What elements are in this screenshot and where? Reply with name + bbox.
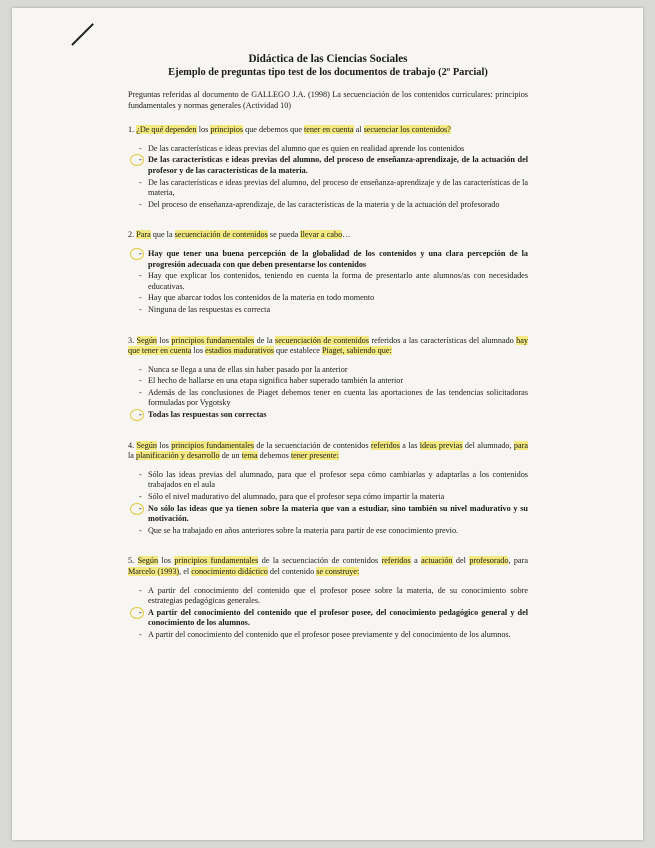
correct-answer-circle-mark	[130, 154, 144, 166]
answer-text: Además de las conclusiones de Piaget debemos tener en cuenta las aportaciones de las tendencias solicitadoras formuladas por Vygotsky	[148, 387, 528, 408]
answer-option	[138, 305, 528, 316]
question-text: al	[353, 125, 364, 135]
question-2	[128, 230, 528, 241]
document-subtitle: Ejemplo de preguntas tipo test de los documentos de trabajo (2º Parcial)	[168, 67, 488, 78]
highlighted-text: secuenciación de contenidos	[174, 230, 268, 240]
question-text: que debemos que	[243, 125, 304, 135]
answer-text: Que se ha trabajado en años anteriores sobre la materia para partir de ese conocimiento previo.	[148, 525, 459, 535]
answer-text: De las características e ideas previas del alumno, del proceso de enseñanza-aprendizaje y de las características de la materia,	[148, 177, 528, 198]
answer-option	[138, 293, 528, 304]
answer-option-correct	[138, 410, 528, 421]
answer-options	[138, 365, 528, 421]
question-number: 3.	[128, 335, 137, 345]
question-text: de la secuenciación de contenidos	[258, 556, 382, 566]
question-list	[128, 125, 528, 640]
question-text: de la secuenciación de contenidos	[254, 440, 371, 450]
highlighted-text: llevar a cabo	[300, 230, 343, 240]
answer-option	[138, 144, 528, 155]
question-text: , para	[508, 556, 528, 566]
answer-option	[138, 365, 528, 376]
highlighted-text: principios fundamentales	[171, 440, 255, 450]
answer-text: Ninguna de las respuestas es correcta	[148, 304, 271, 314]
highlighted-text: principios fundamentales	[171, 335, 255, 345]
question-text: de la	[254, 335, 276, 345]
answer-text: Sólo el nivel madurativo del alumnado, para que el profesor sepa cómo impartir la materia	[148, 492, 445, 502]
answer-option	[138, 271, 528, 292]
answer-text: Hay que tener una buena percepción de la globalidad de los contenidos y una clara percepción de la progresión adecuada con que deben presentarse los contenidos	[148, 248, 528, 269]
answer-option	[138, 376, 528, 387]
highlighted-text: secuenciar los contenidos?	[363, 125, 451, 135]
highlighted-text: ¿De qué dependen	[136, 125, 197, 135]
question-text: los	[191, 346, 206, 356]
answer-text: A partir del conocimiento del contenido que el profesor posee sobre la materia, de su conocimiento sobre estrategias pedagógicas generales.	[148, 585, 528, 606]
question-text: la	[128, 451, 136, 461]
answer-option-correct	[138, 249, 528, 270]
highlighted-text: principios	[210, 125, 244, 135]
question-number: 5.	[128, 556, 138, 566]
answer-text: A partir del conocimiento del contenido que el profesor posee, del conocimiento pedagógico general y del conocimiento de los alumnos.	[148, 607, 528, 628]
highlighted-text: secuenciación de contenidos	[275, 335, 369, 345]
highlighted-text: tener en cuenta	[304, 125, 354, 135]
answer-text: Hay que abarcar todos los contenidos de la materia en todo momento	[148, 293, 375, 303]
question-text: que la	[150, 230, 175, 240]
answer-text: De las características e ideas previas del alumno que es quien en realidad aprende los contenidos	[148, 143, 465, 153]
answer-option-correct	[138, 504, 528, 525]
answer-text: A partir del conocimiento del contenido que el profesor posee previamente y del conocimiento de los alumnos.	[148, 629, 511, 639]
answer-text: El hecho de hallarse en una etapa significa haber superado también la anterior	[148, 376, 404, 386]
highlighted-text: actuación	[421, 556, 453, 566]
highlighted-text: Según	[136, 335, 157, 345]
answer-option	[138, 586, 528, 607]
question-5	[128, 556, 528, 577]
highlighted-text: tema	[241, 451, 258, 461]
document-page	[12, 8, 643, 840]
highlighted-text: conocimiento didáctico	[191, 567, 268, 576]
question-text: los	[157, 335, 172, 345]
question-text: , el	[179, 567, 192, 576]
answer-options	[138, 249, 528, 316]
highlighted-text: Según	[136, 440, 157, 450]
question-number: 2.	[128, 230, 137, 240]
answer-text: Hay que explicar los contenidos, teniendo en cuenta la forma de presentarlo ante alumnos/as con necesidades educativas.	[148, 271, 528, 291]
question-text: del alumnado,	[462, 440, 514, 450]
highlighted-text: planificación y desarrollo	[135, 451, 220, 461]
document-title: Didáctica de las Ciencias Sociales	[248, 53, 408, 65]
question-text: los	[156, 440, 172, 450]
question-text: a las	[399, 440, 420, 450]
question-text: a	[410, 556, 422, 566]
highlighted-text: tener presente:	[290, 451, 339, 461]
document-content	[128, 52, 528, 661]
answer-options	[138, 470, 528, 537]
correct-answer-circle-mark	[130, 409, 144, 421]
answer-options	[138, 586, 528, 641]
highlighted-text: Según	[137, 556, 159, 566]
question-text: debemos	[257, 451, 291, 461]
highlighted-text: hay que tener en cuenta	[128, 335, 528, 356]
highlighted-text: estadios madurativos	[205, 346, 274, 356]
highlighted-text: Piaget, sabiendo que:	[321, 346, 392, 356]
answer-option	[138, 388, 528, 409]
answer-option	[138, 526, 528, 537]
answer-option	[138, 492, 528, 503]
correct-answer-circle-mark	[130, 607, 144, 619]
highlighted-text: ideas previas	[419, 440, 463, 450]
answer-option-correct	[138, 155, 528, 176]
answer-option	[138, 178, 528, 199]
answer-text: Nunca se llega a una de ellas sin haber pasado por la anterior	[148, 364, 348, 374]
highlighted-text: Marcelo (1993)	[128, 567, 180, 576]
answer-text: Sólo las ideas previas del alumnado, para que el profesor sepa cómo cambiarlas y adaptarlas a los contenidos trabajados en el aula	[148, 469, 528, 490]
question-text: los	[158, 556, 175, 566]
highlighted-text: se construye:	[316, 567, 360, 576]
highlighted-text: principios fundamentales	[174, 556, 259, 566]
question-3	[128, 336, 528, 357]
highlighted-text: Para	[136, 230, 151, 240]
pen-stroke-mark	[71, 23, 94, 46]
answer-option	[138, 200, 528, 211]
question-text: que establece	[273, 346, 322, 356]
question-4	[128, 441, 528, 462]
document-intro: Preguntas referidas al documento de GALLEGO J.A. (1998) La secuenciación de los contenidos curriculares: principios fundamentales y normas generales (Actividad 10)	[128, 90, 528, 110]
question-text: referidos a las características del alumnado	[368, 335, 517, 345]
answer-options	[138, 144, 528, 211]
highlighted-text: referidos	[381, 556, 411, 566]
question-1	[128, 125, 528, 136]
question-text: del	[452, 556, 470, 566]
answer-option	[138, 630, 528, 641]
highlighted-text: profesorado	[469, 556, 509, 566]
answer-text: No sólo las ideas que ya tienen sobre la materia que van a estudiar, sino también su nivel madurativo y su motivación.	[148, 503, 528, 524]
correct-answer-circle-mark	[130, 248, 144, 260]
question-text: se pueda	[267, 230, 301, 240]
question-text: …	[342, 230, 351, 240]
answer-option	[138, 470, 528, 491]
answer-option-correct	[138, 608, 528, 629]
question-number: 1.	[128, 125, 137, 135]
correct-answer-circle-mark	[130, 503, 144, 515]
question-number: 4.	[128, 440, 137, 450]
highlighted-text: referidos	[370, 440, 400, 450]
answer-text: De las características e ideas previas del alumno, del proceso de enseñanza-aprendizaje, de la actuación del profesor y de las características de la materia.	[148, 155, 528, 175]
question-text: del contenido	[267, 567, 317, 576]
question-text: los	[196, 125, 211, 135]
answer-text: Del proceso de enseñanza-aprendizaje, de las características de la materia y de la actuación del profesorado	[148, 199, 500, 209]
highlighted-text: para	[513, 440, 529, 450]
question-text: de un	[219, 451, 242, 461]
answer-text: Todas las respuestas son correctas	[148, 410, 267, 420]
